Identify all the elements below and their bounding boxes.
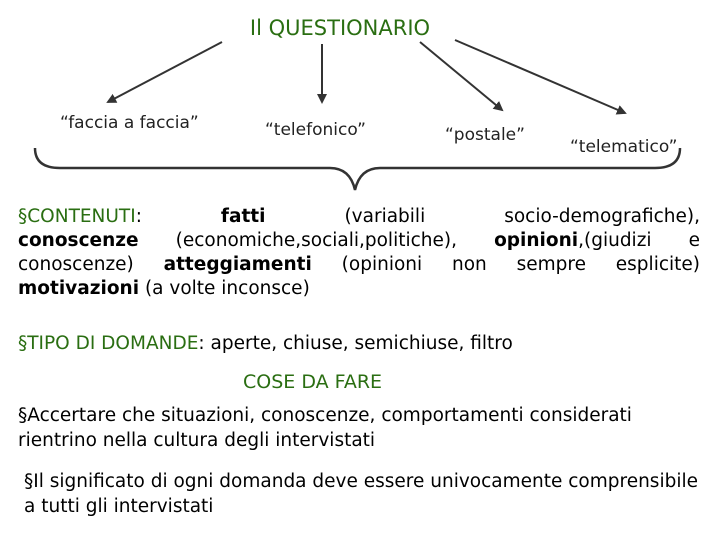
- contenuti-label: §CONTENUTI: [18, 206, 136, 227]
- term-fatti: fatti: [220, 206, 266, 227]
- contenuti-line-3: conoscenze) atteggiamenti (opinioni non sempre esplicite): [18, 254, 700, 275]
- contenuti-line-1: §CONTENUTI: fatti (variabili socio-demografiche),: [18, 206, 700, 227]
- todo-item-1: §Accertare che situazioni, conoscenze, comportamenti considerati rientrino nella cultura degli intervistati: [18, 405, 632, 451]
- tipo-domande: §TIPO DI DOMANDE: aperte, chiuse, semichiuse, filtro: [18, 333, 513, 354]
- mode-postale: “postale”: [445, 125, 525, 145]
- term-opinioni: opinioni: [494, 230, 579, 251]
- mode-telefonico: “telefonico”: [265, 120, 366, 140]
- tipo-label: §TIPO DI DOMANDE: [18, 333, 199, 354]
- contenuti-paragraph: [18, 205, 700, 301]
- tipo-text: aperte, chiuse, semichiuse, filtro: [204, 333, 513, 354]
- term-motivazioni: motivazioni: [18, 278, 140, 299]
- contenuti-line-2: conoscenze (economiche,sociali,politiche), opinioni,(giudizi e: [18, 230, 700, 251]
- arrow-faccia: [108, 42, 222, 102]
- term-conoscenze: conoscenze: [18, 230, 139, 251]
- contenuti-line-4: motivazioni (a volte inconsce): [18, 278, 310, 299]
- diagram-title: Il QUESTIONARIO: [249, 16, 431, 40]
- todo-title: COSE DA FARE: [243, 371, 383, 393]
- todo-item-2: §Il significato di ogni domanda deve essere univocamente comprensibile a tutti gli intervistati: [24, 471, 698, 517]
- mode-telematico: “telematico”: [570, 137, 678, 157]
- term-atteggiamenti: atteggiamenti: [163, 254, 312, 275]
- arrow-group: [108, 40, 625, 113]
- arrow-telematico: [455, 40, 625, 113]
- mode-faccia-a-faccia: “faccia a faccia”: [60, 113, 199, 133]
- arrow-postale: [420, 42, 502, 110]
